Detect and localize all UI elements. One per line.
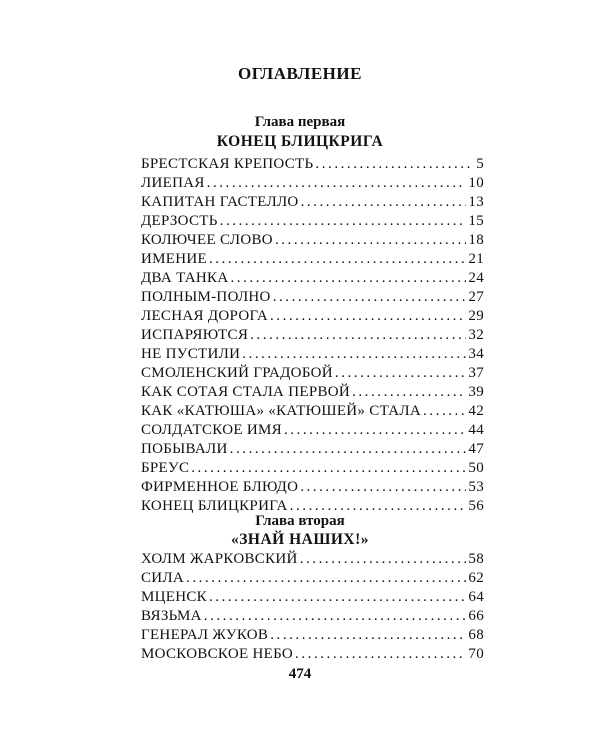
dot-leader	[242, 345, 466, 364]
toc-entry	[141, 383, 484, 402]
toc-entry-title: БРЕУС	[141, 460, 190, 476]
toc-entry-page: 42	[468, 403, 484, 419]
dot-leader	[230, 440, 467, 459]
toc-entry	[141, 459, 484, 478]
dot-leader	[284, 421, 466, 440]
toc-entry-page: 58	[468, 551, 484, 567]
dot-leader	[270, 626, 466, 645]
dot-leader	[209, 250, 466, 269]
toc-entry-page: 18	[468, 232, 484, 248]
toc-entry-title: КАК «КАТЮША» «КАТЮШЕЙ» СТАЛА	[141, 403, 422, 419]
toc-entry-title: БРЕСТСКАЯ КРЕПОСТЬ	[141, 156, 314, 172]
dot-leader	[295, 645, 466, 664]
toc-entry	[141, 174, 484, 193]
toc-entry-title: КАПИТАН ГАСТЕЛЛО	[141, 194, 299, 210]
toc-entry	[141, 645, 484, 664]
toc-entry-page: 62	[468, 570, 484, 586]
toc-entry	[141, 250, 484, 269]
toc-entry-page: 34	[468, 346, 484, 362]
toc-entry-title: ИМЕНИЕ	[141, 251, 207, 267]
dot-leader	[220, 212, 467, 231]
toc-entry	[141, 478, 484, 497]
toc-entry-page: 47	[468, 441, 484, 457]
toc-entry-title: СОЛДАТСКОЕ ИМЯ	[141, 422, 282, 438]
dot-leader	[315, 155, 474, 174]
dot-leader	[273, 288, 467, 307]
page-number: 474	[288, 666, 312, 682]
toc-entry-page: 53	[468, 479, 484, 495]
toc-entry-title: ПОЛНЫМ-ПОЛНО	[141, 289, 271, 305]
toc-entry	[141, 307, 484, 326]
dot-leader	[300, 478, 466, 497]
toc-entry-title: НЕ ПУСТИЛИ	[141, 346, 241, 362]
toc-entry-title: ФИРМЕННОЕ БЛЮДО	[141, 479, 299, 495]
toc-entry	[141, 193, 484, 212]
toc-entry-page: 70	[468, 646, 484, 662]
toc-entry-title: КОНЕЦ БЛИЦКРИГА	[141, 498, 288, 514]
chapter-2-label: Глава вторая	[255, 513, 345, 529]
dot-leader	[423, 402, 466, 421]
toc-entry-page: 13	[468, 194, 484, 210]
toc-entry-page: 44	[468, 422, 484, 438]
toc-entry-title: МЦЕНСК	[141, 589, 207, 605]
toc-entry-title: СМОЛЕНСКИЙ ГРАДОБОЙ	[141, 365, 333, 381]
toc-entry	[141, 231, 484, 250]
dot-leader	[191, 459, 466, 478]
chapter-1-label: Глава первая	[254, 114, 346, 130]
toc-entry-page: 66	[468, 608, 484, 624]
toc-entry-page: 21	[468, 251, 484, 267]
dot-leader	[186, 569, 466, 588]
toc-entry	[141, 569, 484, 588]
toc-entry-title: ИСПАРЯЮТСЯ	[141, 327, 249, 343]
toc-entry-page: 50	[468, 460, 484, 476]
toc-entry-title: СИЛА	[141, 570, 185, 586]
dot-leader	[335, 364, 467, 383]
chapter-2-entries	[141, 550, 484, 664]
toc-entry-title: ГЕНЕРАЛ ЖУКОВ	[141, 627, 269, 643]
toc-entry	[141, 364, 484, 383]
toc-entry-page: 64	[468, 589, 484, 605]
toc-entry-page: 29	[468, 308, 484, 324]
toc-entry	[141, 288, 484, 307]
toc-entry-page: 37	[468, 365, 484, 381]
dot-leader	[270, 307, 466, 326]
toc-entry	[141, 588, 484, 607]
toc-entry	[141, 212, 484, 231]
chapter-2-title: «ЗНАЙ НАШИХ!»	[230, 531, 370, 548]
toc-entry	[141, 550, 484, 569]
toc-entry-title: КАК СОТАЯ СТАЛА ПЕРВОЙ	[141, 384, 351, 400]
toc-entry-page: 39	[468, 384, 484, 400]
dot-leader	[275, 231, 466, 250]
toc-entry-page: 24	[468, 270, 484, 286]
toc-entry	[141, 626, 484, 645]
chapter-1-title: КОНЕЦ БЛИЦКРИГА	[216, 133, 384, 150]
chapter-1-entries	[141, 155, 484, 516]
toc-entry-title: КОЛЮЧЕЕ СЛОВО	[141, 232, 273, 248]
toc-entry-page: 32	[468, 327, 484, 343]
toc-entry	[141, 421, 484, 440]
dot-leader	[231, 269, 467, 288]
toc-entry-title: ЛИЕПАЯ	[141, 175, 205, 191]
toc-entry-title: МОСКОВСКОЕ НЕБО	[141, 646, 294, 662]
toc-entry	[141, 345, 484, 364]
toc-entry-title: ДВА ТАНКА	[141, 270, 229, 286]
dot-leader	[204, 607, 467, 626]
toc-entry-page: 15	[468, 213, 484, 229]
toc-entry-page: 27	[468, 289, 484, 305]
toc-entry	[141, 440, 484, 459]
toc-entry-title: ДЕРЗОСТЬ	[141, 213, 218, 229]
toc-entry-title: ПОБЫВАЛИ	[141, 441, 228, 457]
toc-heading: ОГЛАВЛЕНИЕ	[238, 64, 362, 83]
toc-entry	[141, 402, 484, 421]
dot-leader	[352, 383, 466, 402]
toc-entry-page: 5	[476, 156, 484, 172]
toc-entry-page: 56	[468, 498, 484, 514]
dot-leader	[301, 193, 467, 212]
toc-entry	[141, 269, 484, 288]
toc-entry-title: ЛЕСНАЯ ДОРОГА	[141, 308, 268, 324]
dot-leader	[300, 550, 467, 569]
toc-entry-page: 10	[468, 175, 484, 191]
toc-entry	[141, 155, 484, 174]
dot-leader	[250, 326, 466, 345]
toc-entry-title: ХОЛМ ЖАРКОВСКИЙ	[141, 551, 298, 567]
toc-entry-page: 68	[468, 627, 484, 643]
toc-entry	[141, 607, 484, 626]
toc-entry-title: ВЯЗЬМА	[141, 608, 202, 624]
dot-leader	[207, 174, 467, 193]
toc-entry	[141, 326, 484, 345]
dot-leader	[209, 588, 466, 607]
